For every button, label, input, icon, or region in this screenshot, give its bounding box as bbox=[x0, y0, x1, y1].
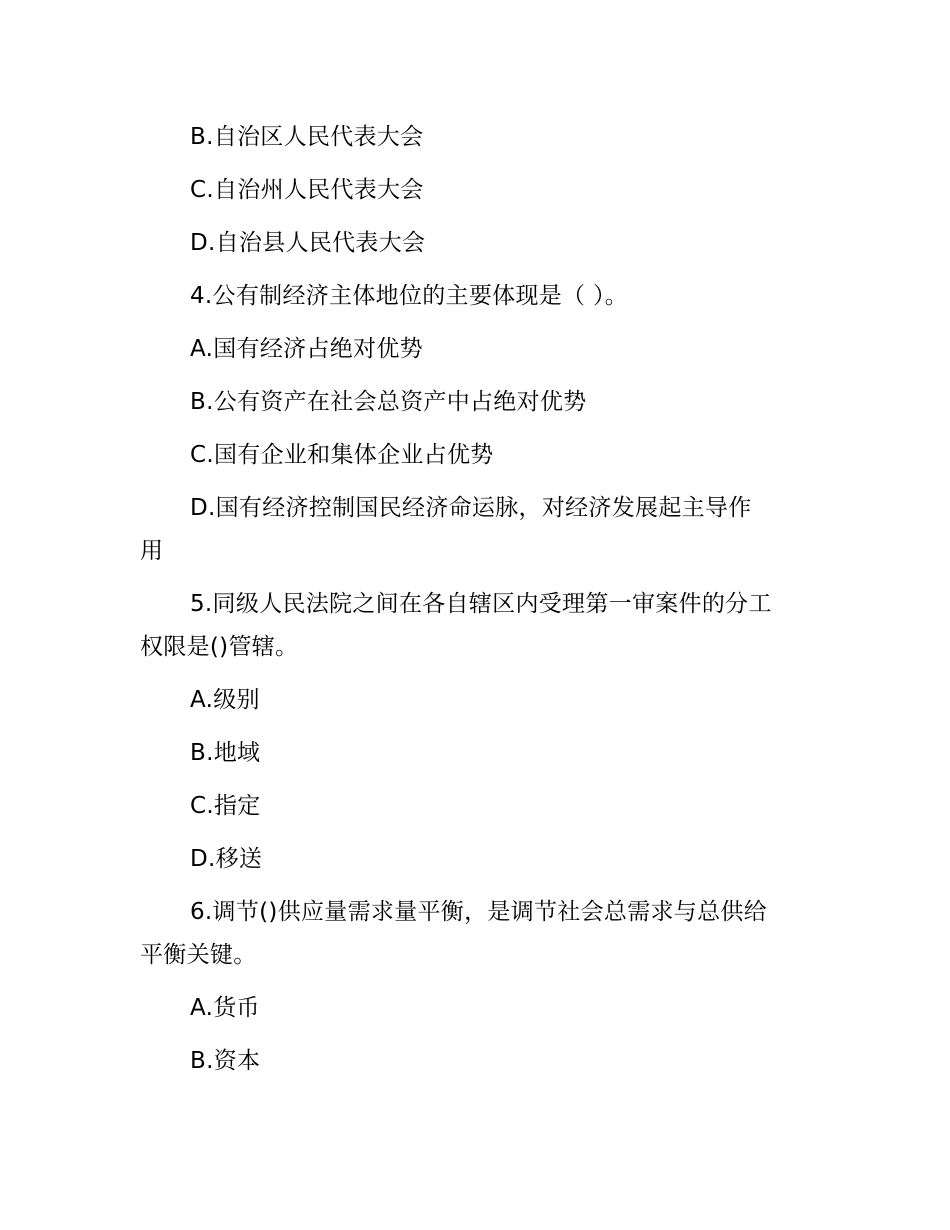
q4-option-a: A.国有经济占绝对优势 bbox=[190, 336, 423, 362]
q4-option-c: C.国有企业和集体企业占优势 bbox=[190, 442, 494, 468]
question-6: 6.调节()供应量需求量平衡，是调节社会总需求与总供给 bbox=[190, 899, 767, 925]
question-5: 5.同级人民法院之间在各自辖区内受理第一审案件的分工 bbox=[190, 591, 772, 617]
option-d-autonomous-county: D.自治县人民代表大会 bbox=[190, 230, 426, 256]
q5-option-b: B.地域 bbox=[190, 740, 261, 766]
q4-option-d: D.国有经济控制国民经济命运脉，对经济发展起主导作 bbox=[190, 495, 752, 521]
option-c-autonomous-prefecture: C.自治州人民代表大会 bbox=[190, 177, 424, 203]
question-4: 4.公有制经济主体地位的主要体现是（ ）。 bbox=[190, 283, 629, 309]
q4-option-d-continuation: 用 bbox=[140, 538, 164, 564]
q4-option-b: B.公有资产在社会总资产中占绝对优势 bbox=[190, 389, 587, 415]
q5-option-d: D.移送 bbox=[190, 846, 263, 872]
q6-option-a: A.货币 bbox=[190, 995, 260, 1021]
question-5-continuation: 权限是()管辖。 bbox=[140, 634, 299, 660]
q5-option-c: C.指定 bbox=[190, 793, 261, 819]
question-6-continuation: 平衡关键。 bbox=[140, 942, 257, 968]
option-b-autonomous-region: B.自治区人民代表大会 bbox=[190, 124, 424, 150]
q6-option-b: B.资本 bbox=[190, 1048, 261, 1074]
q5-option-a: A.级别 bbox=[190, 687, 260, 713]
